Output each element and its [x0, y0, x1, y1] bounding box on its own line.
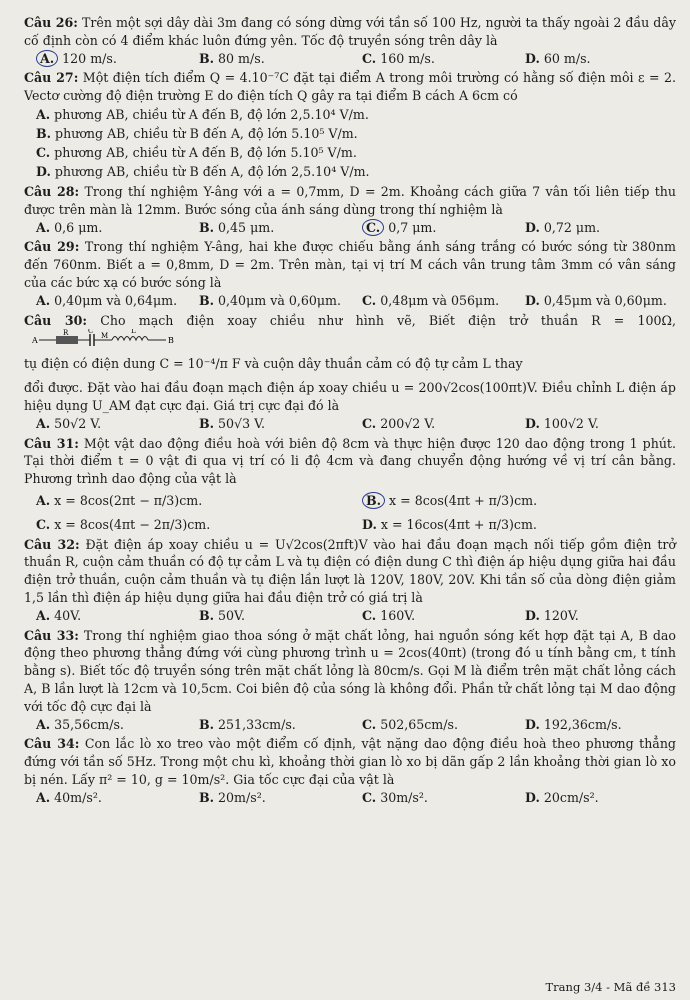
option-a [24, 292, 187, 310]
option-text: 80 m/s. [218, 50, 265, 66]
question-27 [24, 69, 676, 181]
resistor-symbol [56, 336, 78, 344]
question-body: Đặt điện áp xoay chiều u = U√2cos(2πft)V vào hai đầu đoạn mạch nối tiếp gồm điện trở thuần R, cuộn cảm thuần có độ tự cảm L và tụ điện có điện dung C thì điện áp hiệu dụng giữa hai đầu điện trở thuần, cuộn cảm thuần và tụ điện lần lượt là 120V, 180V, 20V. Khi tần số của dòng điện giảm 1,5 lần thì điện áp hiệu dụng giữa hai đầu điện trở có giá trị là [24, 536, 676, 605]
options [24, 219, 676, 237]
question-text [24, 238, 676, 291]
option-letter: C. [362, 607, 377, 623]
option-text: 50√3 V. [218, 415, 265, 431]
options [24, 415, 676, 433]
option-a [24, 415, 187, 433]
option-text: 0,45μm và 0,60μm. [543, 292, 667, 308]
option-c [350, 716, 513, 734]
option-letter: A. [36, 219, 51, 235]
option-text: x = 8cos(4πt + π/3)cm. [389, 492, 538, 508]
option-d [513, 50, 676, 68]
question-text [24, 435, 676, 488]
option-b [187, 219, 350, 237]
option-text: 40m/s². [54, 789, 102, 805]
option-b [187, 607, 350, 625]
question-label: Câu 33: [24, 627, 79, 643]
option-text: 502,65cm/s. [380, 716, 458, 732]
option-b [187, 292, 350, 310]
option-d [513, 607, 676, 625]
option-text: 160V. [380, 607, 416, 623]
option-letter: D. [525, 607, 540, 623]
question-text [24, 14, 676, 50]
option-text: 120 m/s. [62, 50, 117, 66]
option-text: 35,56cm/s. [54, 716, 124, 732]
question-label: Câu 29: [24, 239, 80, 255]
question-label: Câu 30: [24, 312, 88, 328]
question-body: Một vật dao động điều hoà với biên độ 8cm và thực hiện được 120 dao động trong 1 phút. Tại thời điểm t = 0 vật đi qua vị trí có li độ 4cm và đang chuyển động hướng về vị trí cân bằng. Phương trình dao động của vật là [24, 435, 676, 487]
option-letter: C. [362, 789, 377, 805]
question-label: Câu 28: [24, 183, 80, 199]
options [24, 105, 676, 181]
question-text [24, 536, 676, 607]
option-c [350, 50, 513, 68]
option-d [350, 516, 676, 534]
question-32 [24, 536, 676, 625]
option-letter: B. [199, 415, 215, 431]
question-29 [24, 238, 676, 309]
option-b [24, 124, 676, 143]
option-text: 192,36cm/s. [543, 716, 622, 732]
option-letter: C. [362, 292, 377, 308]
option-d [513, 716, 676, 734]
option-letter: C. [362, 415, 377, 431]
question-body: Con lắc lò xo treo vào một điểm cố định, vật nặng dao động điều hoà theo phương thẳng đứng với tần số 5Hz. Trong một chu kì, khoảng thời gian lò xo bị dãn gấp 2 lần khoảng thời gian lò xo bị nén. Lấy π² = 10, g = 10m/s². Gia tốc cực đại của vật là [24, 736, 676, 787]
question-26 [24, 14, 676, 67]
option-text: 0,45 μm. [218, 219, 275, 235]
option-c [24, 516, 350, 534]
question-text [24, 183, 676, 219]
question-text [24, 312, 676, 350]
question-34 [24, 735, 676, 806]
option-letter: B. [199, 716, 215, 732]
options [24, 716, 676, 734]
question-33 [24, 627, 676, 734]
options-row-2 [24, 516, 676, 534]
question-label: Câu 34: [24, 736, 80, 752]
option-letter: A. [36, 492, 51, 508]
option-letter: A. [36, 106, 51, 122]
option-letter: A. [36, 607, 51, 623]
option-letter: D. [525, 219, 540, 235]
question-text [24, 735, 676, 788]
question-body: Trong thí nghiệm giao thoa sóng ở mặt chất lỏng, hai nguồn sóng kết hợp đặt tại A, B dao động theo phương thẳng đứng với cùng phương trình u = 2cos(40πt) (trong đó u tính bằng cm, t tính bằng s). Biết tốc độ truyền sóng trên mặt chất lỏng là 80cm/s. Gọi M là điểm trên mặt chất lỏng cách A, B lần lượt là 12cm và 10,5cm. Coi biên độ của sóng là không đổi. Phần tử chất lỏng tại M dao động với tốc độ cực đại là [24, 627, 676, 714]
option-letter: A. [36, 50, 58, 67]
option-b [187, 50, 350, 68]
question-label: Câu 26: [24, 15, 78, 30]
question-body: Một điện tích điểm Q = 4.10⁻⁷C đặt tại điểm A trong môi trường có hằng số điện môi ε = 2. Vectơ cường độ điện trường E do điện tích Q gây ra tại điểm B cách A 6cm có [24, 70, 676, 104]
options-row-1 [24, 492, 676, 510]
question-body: Trên một sợi dây dài 3m đang có sóng dừng với tần số 100 Hz, người ta thấy ngoài 2 đầu dây cố định còn có 4 điểm khác luôn đứng yên. Tốc độ truyền sóng trên dây là [24, 15, 676, 48]
option-letter: A. [36, 292, 51, 308]
option-d [513, 219, 676, 237]
option-a [24, 105, 676, 124]
option-a [24, 607, 187, 625]
page-footer: Trang 3/4 - Mã đề 313 [545, 980, 676, 994]
options [24, 789, 676, 807]
question-label: Câu 27: [24, 70, 79, 86]
option-text: 30m/s². [380, 789, 428, 805]
option-b [350, 492, 676, 510]
option-letter: B. [36, 125, 52, 141]
node-b-label: B [168, 336, 174, 346]
option-d [513, 292, 676, 310]
option-text: 40V. [54, 607, 82, 623]
option-text: 0,7 μm. [388, 219, 437, 235]
option-text: x = 8cos(2πt − π/3)cm. [54, 492, 203, 508]
question-text [24, 69, 676, 105]
option-a [24, 219, 187, 237]
option-d [513, 415, 676, 433]
option-letter: C. [362, 716, 377, 732]
option-letter: B. [199, 607, 215, 623]
option-text: 200√2 V. [380, 415, 436, 431]
option-letter: B. [199, 50, 215, 66]
option-d [24, 162, 676, 181]
option-c [350, 292, 513, 310]
option-d [513, 789, 676, 807]
option-letter: D. [525, 292, 540, 308]
option-text: x = 16cos(4πt + π/3)cm. [380, 516, 537, 532]
option-letter: D. [525, 716, 540, 732]
option-text: 0,72 μm. [543, 219, 601, 235]
node-m-label: M [101, 332, 109, 341]
option-a [24, 716, 187, 734]
option-a [24, 492, 350, 510]
option-letter: D. [525, 789, 540, 805]
option-letter: A. [36, 789, 51, 805]
option-b [187, 415, 350, 433]
option-letter: B. [199, 219, 215, 235]
question-body: Cho mạch điện xoay chiều như hình vẽ, Biết điện trở thuần R = 100Ω, [100, 312, 676, 328]
option-text: 0,48μm và 056μm. [380, 292, 500, 308]
question-text [24, 627, 676, 716]
option-a [24, 50, 187, 68]
option-letter: B. [362, 492, 385, 509]
option-c [350, 607, 513, 625]
resistor-label: R [63, 329, 69, 338]
option-letter: D. [525, 415, 540, 431]
option-text: 120V. [543, 607, 579, 623]
question-28 [24, 183, 676, 236]
node-a-label: A [32, 336, 38, 346]
option-letter: D. [362, 516, 377, 532]
option-text: 50√2 V. [54, 415, 102, 431]
option-letter: D. [525, 50, 540, 66]
question-label: Câu 32: [24, 536, 80, 552]
option-text: 0,40μm và 0,64μm. [54, 292, 178, 308]
capacitor-label: C [88, 329, 94, 336]
option-letter: B. [199, 292, 215, 308]
option-text: 251,33cm/s. [218, 716, 296, 732]
option-letter: B. [199, 789, 215, 805]
option-text: phương AB, chiều từ B đến A, độ lớn 5.10⁵ V/m. [55, 125, 358, 141]
option-text: 100√2 V. [543, 415, 599, 431]
option-letter: A. [36, 415, 51, 431]
option-b [187, 789, 350, 807]
options [24, 292, 676, 310]
option-text: 50V. [218, 607, 245, 623]
option-letter: C. [36, 516, 51, 532]
options [24, 607, 676, 625]
question-31 [24, 435, 676, 534]
option-text: 0,6 μm. [54, 219, 103, 235]
option-letter: A. [36, 716, 51, 732]
option-text: phương AB, chiều từ A đến B, độ lớn 2,5.10⁴ V/m. [54, 106, 369, 122]
option-letter: C. [362, 219, 384, 236]
option-text: 20cm/s². [543, 789, 599, 805]
question-body-line-3: đổi được. Đặt vào hai đầu đoạn mạch điện áp xoay chiều u = 200√2cos(100πt)V. Điều chỉnh L điện áp hiệu dụng U_AM đạt cực đại. Giá trị cực đại đó là [24, 380, 676, 413]
question-body-line-2: tụ điện có điện dung C = 10⁻⁴/π F và cuộn dây thuần cảm có độ tự cảm L thay [24, 356, 523, 372]
inductor-coil [112, 337, 148, 341]
option-text: 0,40μm và 0,60μm. [218, 292, 341, 308]
option-letter: C. [36, 144, 51, 160]
option-text: 20m/s². [218, 789, 266, 805]
option-text: 160 m/s. [380, 50, 435, 66]
option-c [350, 789, 513, 807]
option-b [187, 716, 350, 734]
question-body: Trong thí nghiệm Y-âng với a = 0,7mm, D = 2m. Khoảng cách giữa 7 vân tối liên tiếp thu được trên màn là 12mm. Bước sóng của ánh sáng dùng trong thí nghiệm là [24, 183, 676, 217]
option-letter: D. [36, 163, 51, 179]
option-text: phương AB, chiều từ A đến B, độ lớn 5.10⁵ V/m. [54, 144, 357, 160]
option-c [350, 219, 513, 237]
option-text: x = 8cos(4πt − 2π/3)cm. [54, 516, 211, 532]
option-c [24, 143, 676, 162]
option-text: phương AB, chiều từ B đến A, độ lớn 2,5.10⁴ V/m. [54, 163, 370, 179]
question-label: Câu 31: [24, 435, 79, 451]
option-c [350, 415, 513, 433]
circuit-diagram [30, 329, 180, 349]
question-body: Trong thí nghiệm Y-âng, hai khe được chiếu bằng ánh sáng trắng có bước sóng từ 380nm đến 760nm. Biết a = 0,8mm, D = 2m. Trên màn, tại vị trí M cách vân trung tâm 3mm có vân sáng của các bức xạ có bước sóng là [24, 239, 676, 290]
inductor-label: L [131, 329, 136, 336]
option-text: 60 m/s. [543, 50, 591, 66]
question-30 [24, 312, 676, 433]
options [24, 50, 676, 68]
option-a [24, 789, 187, 807]
option-letter: C. [362, 50, 377, 66]
